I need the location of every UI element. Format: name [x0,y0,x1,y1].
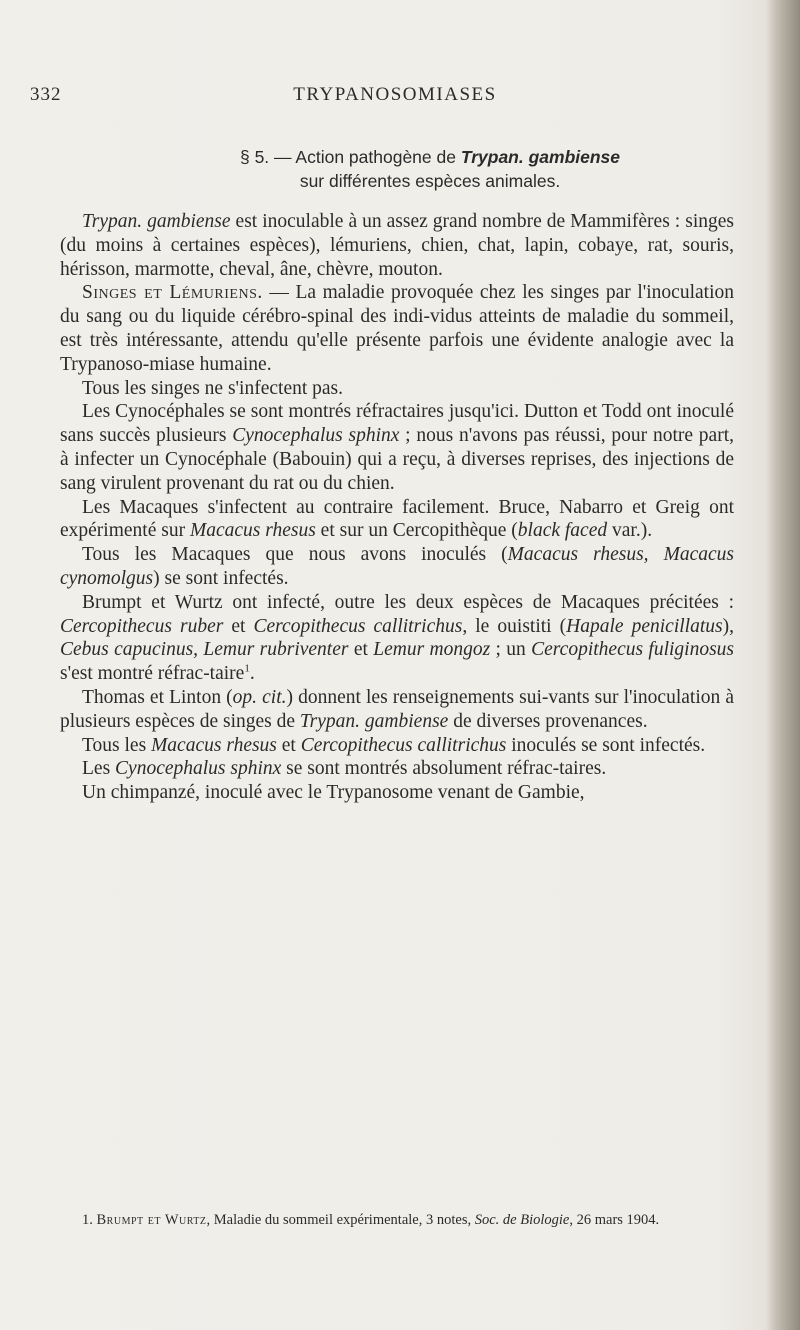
section-heading [140,145,720,193]
paragraph-10: Les Cynocephalus sphinx se sont montrés absolument réfrac-taires. [82,758,607,780]
paragraph-11: Un chimpanzé, inoculé avec le Trypanosome venant de Gambie, [82,782,585,804]
paragraph-1: Trypan. gambiense est inoculable à un assez grand nombre de Mammifères : singes (du moins à certaines espèces), lémuriens, chien, chat, lapin, cobaye, rat, souris, hérisson, marmotte, cheval, âne, chèvre, mouton. [60,211,734,280]
section-heading-line-1: § 5. — Action pathogène de Trypan. gambiense [239,147,621,167]
section-heading-line-2: sur différentes espèces animales. [299,171,561,191]
paragraph-6: Tous les Macaques que nous avons inoculés (Macacus rhesus, Macacus cynomolgus) se sont infectés. [60,544,735,589]
footnote: 1. Brumpt et Wurtz, Maladie du sommeil expérimentale, 3 notes, Soc. de Biologie, 26 mars 1904. [82,1212,660,1228]
paragraph-4: Les Cynocéphales se sont montrés réfractaires jusqu'ici. Dutton et Todd ont inoculé sans succès plusieurs Cynocephalus sphinx ; nous n'avons pas réussi, pour notre part, à infecter un Cynocéphale (Babouin) qui a reçu, à diverses reprises, des injections de sang virulent provenant du rat ou du chien. [60,401,734,494]
paragraph-9: Tous les Macacus rhesus et Cercopithecus callitrichus inoculés se sont infectés. [82,734,706,756]
page-number: 332 [30,84,62,105]
body-text [60,210,734,805]
page-header [30,84,760,110]
paragraph-3: Tous les singes ne s'infectent pas. [82,377,344,399]
running-title: TRYPANOSOMIASES [293,84,497,105]
paragraph-7: Brumpt et Wurtz ont infecté, outre les deux espèces de Macaques précitées : Cercopithecus ruber et Cercopithecus callitrichus, le ouistiti (Hapale penicillatus), Cebus capucinus, Lemur rubriventer et Lemur mongoz ; un Cercopithecus fuliginosus s'est montré réfrac-taire$^1$. [60,591,734,685]
page-edge-shadow [766,0,800,1330]
paragraph-8: Thomas et Linton (op. cit.) donnent les renseignements sui-vants sur l'inoculation à plusieurs espèces de singes de Trypan. gambiense de diverses provenances. [60,686,734,732]
paragraph-5: Les Macaques s'infectent au contraire facilement. Bruce, Nabarro et Greig ont expérimenté sur Macacus rhesus et sur un Cercopithèque (black faced var.). [60,496,734,542]
footnote-marker[interactable]: 1 [244,662,250,675]
paragraph-2: Singes et Lémuriens. — La maladie provoquée chez les singes par l'inoculation du sang ou du liquide cérébro-spinal des indi-vidus atteints de maladie du sommeil, est très intéressante, attendu qu'elle présente parfois une évidente analogie avec la Trypanoso-miase humaine. [60,282,734,375]
